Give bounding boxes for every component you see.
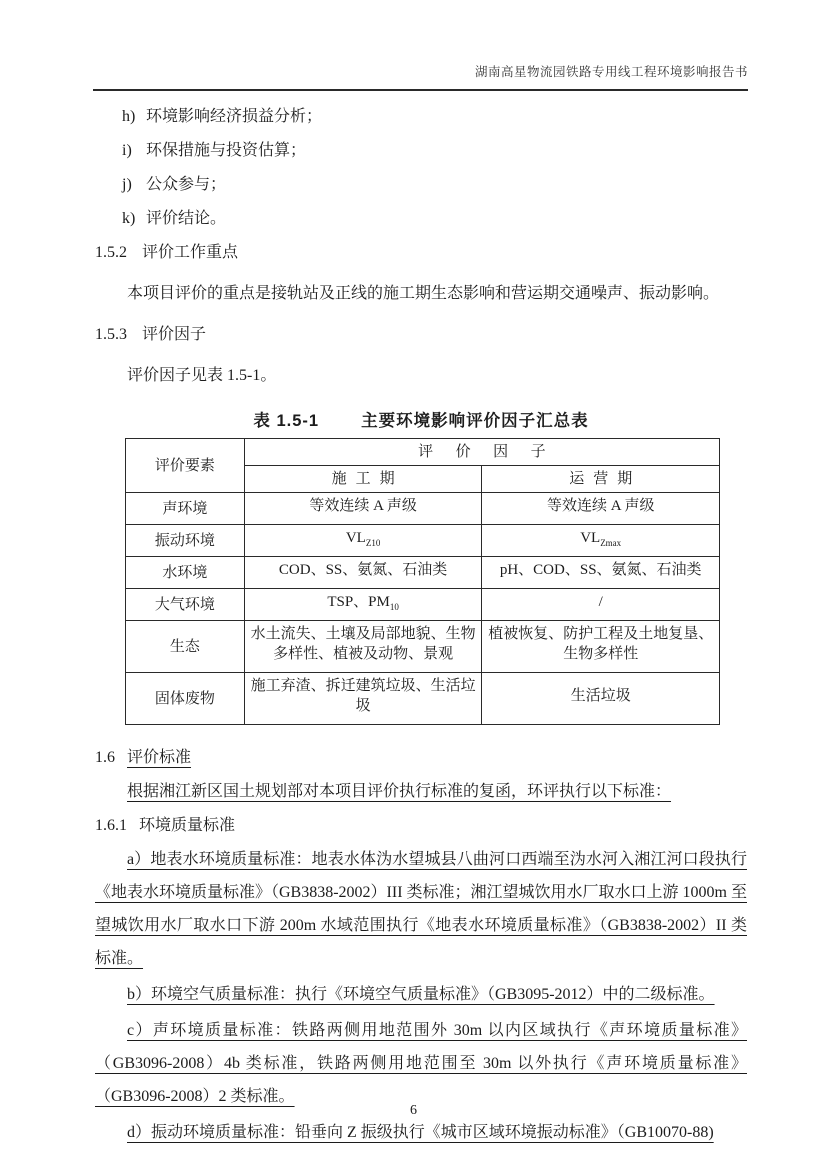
table-caption (95, 407, 747, 431)
section-title: 环境质量标准 (139, 817, 236, 834)
header-title: 湖南高星物流园铁路专用线工程环境影响报告书 (474, 65, 748, 79)
factor-cell: 水环境 (126, 557, 245, 589)
section-heading-161 (95, 815, 747, 837)
section-number: 1.5.2 (95, 244, 127, 261)
list-item-text: 环境影响经济损益分析； (146, 108, 323, 125)
operation-cell: 植被恢复、防护工程及土地复垦、生物多样性 (482, 621, 720, 673)
operation-cell: / (482, 589, 720, 621)
section-number: 1.6.1 (95, 817, 127, 834)
standard-item-d: d）振动环境质量标准：铅垂向 Z 振级执行《城市区域环境振动标准》（GB10070-88) (127, 1124, 714, 1141)
list-item-marker: j) (122, 176, 132, 193)
section-title: 评价因子 (142, 326, 207, 343)
evaluation-factors-table (125, 438, 720, 725)
list-item-marker: h) (122, 108, 136, 125)
table-header-row (126, 439, 720, 466)
section-number: 1.5.3 (95, 326, 127, 343)
factor-cell: 声环境 (126, 493, 245, 525)
table-caption-label: 表 1.5-1 (253, 412, 320, 430)
page-number: 6 (410, 1103, 417, 1118)
factor-cell: 固体废物 (126, 673, 245, 725)
list-item-marker: i) (122, 142, 132, 159)
paragraph-152: 本项目评价的重点是接轨站及正线的施工期生态影响和营运期交通噪声、振动影响。 (127, 285, 720, 302)
page-footer (0, 1103, 827, 1119)
header-cell-group: 评价因子 (244, 439, 719, 466)
table-row (126, 525, 720, 557)
list-item (122, 141, 747, 161)
construction-cell: 施工弃渣、拆迁建筑垃圾、生活垃圾 (244, 673, 482, 725)
conclusion-list (95, 107, 747, 229)
section-heading-153 (95, 325, 747, 345)
construction-cell: 等效连续 A 声级 (244, 493, 482, 525)
factor-cell: 生态 (126, 621, 245, 673)
paragraph-153: 评价因子见表 1.5-1。 (127, 367, 277, 384)
table-row (126, 673, 720, 725)
header-cell-operation: 运营期 (482, 466, 720, 493)
standard-item-c: c）声环境质量标准：铁路两侧用地范围外 30m 以内区域执行《声环境质量标准》（GB3096-2008）4b 类标准，铁路两侧用地范围至 30m 以外执行《声环境质量标准》（GB3096-2008）2 类标准。 (95, 1022, 747, 1105)
section-title: 评价标准 (127, 749, 192, 766)
construction-cell: 水土流失、土壤及局部地貌、生物多样性、植被及动物、景观 (244, 621, 482, 673)
table-row (126, 557, 720, 589)
standard-item-b: b）环境空气质量标准：执行《环境空气质量标准》（GB3095-2012）中的二级标准。 (127, 986, 715, 1003)
list-item (122, 107, 747, 127)
section-heading-16 (95, 747, 747, 769)
table-row (126, 589, 720, 621)
table-row (126, 493, 720, 525)
table-row (126, 621, 720, 673)
page-header (93, 62, 748, 91)
construction-cell: COD、SS、氨氮、石油类 (244, 557, 482, 589)
factor-cell: 大气环境 (126, 589, 245, 621)
construction-cell: $VL_{Z10}$ (244, 525, 482, 557)
table-caption-title: 主要环境影响评价因子汇总表 (361, 412, 589, 430)
list-item-marker: k) (122, 210, 136, 227)
operation-cell: 等效连续 A 声级 (482, 493, 720, 525)
list-item (122, 175, 747, 195)
list-item (122, 209, 747, 229)
section-title: 评价工作重点 (142, 244, 239, 261)
standard-item-a: a）地表水环境质量标准：地表水体沩水望城县八曲河口西端至沩水河入湘江河口段执行《地表水环境质量标准》（GB3838-2002）III 类标准；湘江望城饮用水厂取水口上游 1000m 至望城饮用水厂取水口下游 200m 水域范围执行《地表水环境质量标准》（GB3838-2002）II 类标准。 (95, 851, 747, 967)
header-cell-construction: 施工期 (244, 466, 482, 493)
construction-cell: TSP、$PM_{10}$ (244, 589, 482, 621)
operation-cell: $VL_{Zmax}$ (482, 525, 720, 557)
section-number: 1.6 (95, 749, 115, 766)
list-item-text: 公众参与； (146, 176, 227, 193)
list-item-text: 评价结论。 (146, 210, 227, 227)
page-content (0, 107, 827, 1149)
section-heading-152 (95, 243, 747, 263)
header-cell-factor: 评价要素 (126, 439, 245, 493)
paragraph-16: 根据湘江新区国土规划部对本项目评价执行标准的复函，环评执行以下标准： (127, 783, 672, 800)
operation-cell: 生活垃圾 (482, 673, 720, 725)
operation-cell: pH、COD、SS、氨氮、石油类 (482, 557, 720, 589)
factor-cell: 振动环境 (126, 525, 245, 557)
list-item-text: 环保措施与投资估算； (146, 142, 307, 159)
